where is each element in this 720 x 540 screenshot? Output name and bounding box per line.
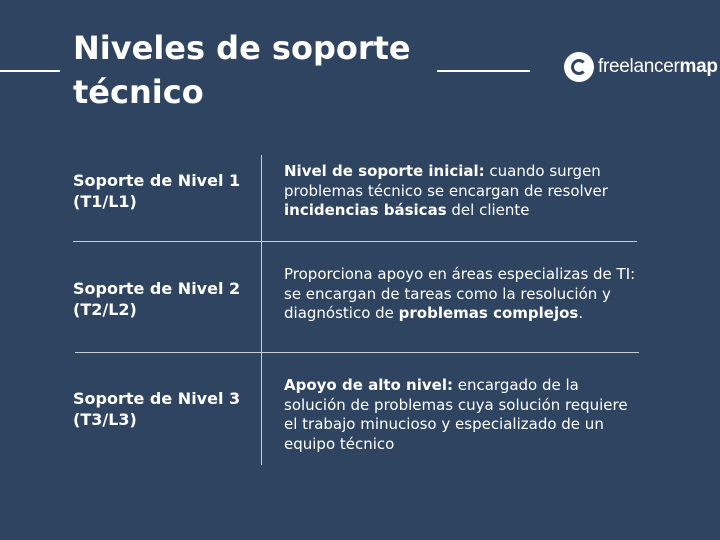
level-3-desc-bold-1: Apoyo de alto nivel: (284, 376, 453, 394)
level-2-code: (T2/L2) (73, 300, 137, 319)
level-3-code: (T3/L3) (73, 410, 137, 429)
level-1-code: (T1/L1) (73, 192, 137, 211)
level-1-desc-bold-1: Nivel de soporte inicial: (284, 162, 485, 180)
freelancermap-logo (564, 52, 718, 82)
level-3-description (284, 376, 644, 454)
level-2-desc-text-2: . (578, 304, 584, 322)
level-2-desc-bold-1: problemas complejos (398, 304, 579, 322)
page-title (73, 26, 411, 114)
level-3-desc-text-1: encargado de la solución de problemas cuya solución requiere el trabajo minucioso y especializado de un equipo técnico (284, 376, 628, 453)
level-3-name: Soporte de Nivel 3 (73, 389, 241, 408)
logo-text (598, 56, 718, 78)
level-1-desc-text-2: del cliente (446, 201, 530, 219)
level-1-label (73, 170, 253, 212)
level-2-name: Soporte de Nivel 2 (73, 279, 241, 298)
row-divider-1 (73, 241, 637, 242)
logo-text-light: freelancer (598, 56, 680, 77)
level-1-desc-bold-2: incidencias básicas (284, 201, 447, 219)
level-2-description (284, 265, 644, 324)
level-1-description (284, 162, 644, 221)
level-2-desc-text-1: Proporciona apoyo en áreas especializas de TI: se encargan de tareas como la resolución y diagnóstico de (284, 265, 636, 322)
row-divider-2 (75, 352, 639, 353)
title-rule-left (0, 70, 60, 72)
title-line-2: técnico (73, 73, 204, 111)
column-divider (261, 155, 262, 465)
title-line-1: Niveles de soporte (73, 29, 411, 67)
freelancermap-logo-icon (564, 52, 594, 82)
level-3-label (73, 388, 253, 430)
title-rule-right (437, 70, 530, 72)
logo-text-bold: map (679, 56, 718, 77)
level-1-name: Soporte de Nivel 1 (73, 171, 241, 190)
level-1-desc-text-1: cuando surgen problemas técnico se encargan de resolver (284, 162, 608, 200)
level-2-label (73, 278, 253, 320)
